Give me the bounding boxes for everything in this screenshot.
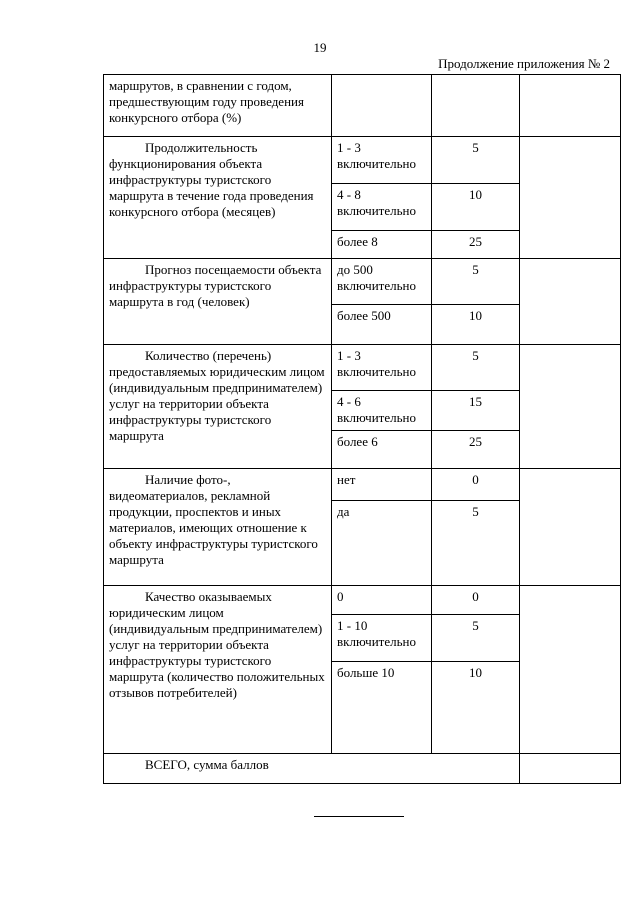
criterion-name-cell <box>104 345 332 469</box>
total-label: ВСЕГО, сумма баллов <box>145 757 269 772</box>
criterion-name-cell <box>104 137 332 259</box>
option-value-cell: нет <box>332 469 432 501</box>
criterion-name: Наличие фото-, видеоматериалов, рекламной продукции, проспектов и иных материалов, имеющих отношение к объекту инфраструктуры туристского маршрута <box>109 472 318 567</box>
table-row <box>104 137 621 184</box>
table-row <box>104 345 621 391</box>
points-cell <box>520 586 621 754</box>
option-value-cell: 0 <box>332 586 432 615</box>
criterion-name-cell <box>104 586 332 754</box>
table-row <box>104 469 621 501</box>
option-score-cell: 0 <box>432 469 520 501</box>
footer-line <box>314 816 404 817</box>
table-row <box>104 75 621 137</box>
criterion-name: Качество оказываемых юридическим лицом (индивидуальным предпринимателем) услуг на территории объекта инфраструктуры туристского маршрута (количество положительных отзывов потребителей) <box>109 589 325 700</box>
continued-criterion-cell: маршрутов, в сравнении с годом, предшествующим году проведения конкурсного отбора (%) <box>104 75 332 137</box>
criterion-name: Количество (перечень) предоставляемых юридическим лицом (индивидуальным предпринимателем) услуг на территории объекта инфраструктуры туристского маршрута <box>109 348 325 443</box>
option-score-cell: 5 <box>432 501 520 586</box>
option-score-cell: 5 <box>432 345 520 391</box>
criterion-name-cell <box>104 469 332 586</box>
total-points-cell <box>520 754 621 784</box>
option-score-cell: 0 <box>432 586 520 615</box>
option-value-cell: 4 - 8 включительно <box>332 184 432 231</box>
points-cell <box>520 469 621 586</box>
criteria-table <box>103 74 621 784</box>
option-score-cell: 5 <box>432 615 520 662</box>
score-cell <box>432 75 520 137</box>
points-cell <box>520 137 621 259</box>
points-cell <box>520 259 621 345</box>
option-value-cell: до 500 включительно <box>332 259 432 305</box>
option-score-cell: 10 <box>432 305 520 345</box>
option-score-cell: 5 <box>432 259 520 305</box>
option-score-cell: 15 <box>432 391 520 431</box>
criterion-name: Продолжительность функционирования объекта инфраструктуры туристского маршрута в течение года проведения конкурсного отбора (месяцев) <box>109 140 314 219</box>
points-cell <box>520 345 621 469</box>
option-score-cell: 10 <box>432 662 520 754</box>
page-number: 19 <box>313 40 327 55</box>
criterion-name: Прогноз посещаемости объекта инфраструктуры туристского маршрута в год (человек) <box>109 262 322 309</box>
total-row <box>104 754 621 784</box>
total-label-cell <box>104 754 520 784</box>
option-cell <box>332 75 432 137</box>
option-value-cell: 1 - 3 включительно <box>332 137 432 184</box>
option-value-cell: более 8 <box>332 231 432 259</box>
table-row <box>104 259 621 305</box>
option-value-cell: 1 - 10 включительно <box>332 615 432 662</box>
table-row <box>104 586 621 615</box>
option-score-cell: 25 <box>432 231 520 259</box>
option-score-cell: 25 <box>432 431 520 469</box>
option-value-cell: да <box>332 501 432 586</box>
option-value-cell: больше 10 <box>332 662 432 754</box>
criterion-name-cell <box>104 259 332 345</box>
option-score-cell: 5 <box>432 137 520 184</box>
points-cell <box>520 75 621 137</box>
option-value-cell: 1 - 3 включительно <box>332 345 432 391</box>
appendix-note: Продолжение приложения № 2 <box>438 56 610 71</box>
option-score-cell: 10 <box>432 184 520 231</box>
option-value-cell: более 6 <box>332 431 432 469</box>
option-value-cell: 4 - 6 включительно <box>332 391 432 431</box>
option-value-cell: более 500 <box>332 305 432 345</box>
